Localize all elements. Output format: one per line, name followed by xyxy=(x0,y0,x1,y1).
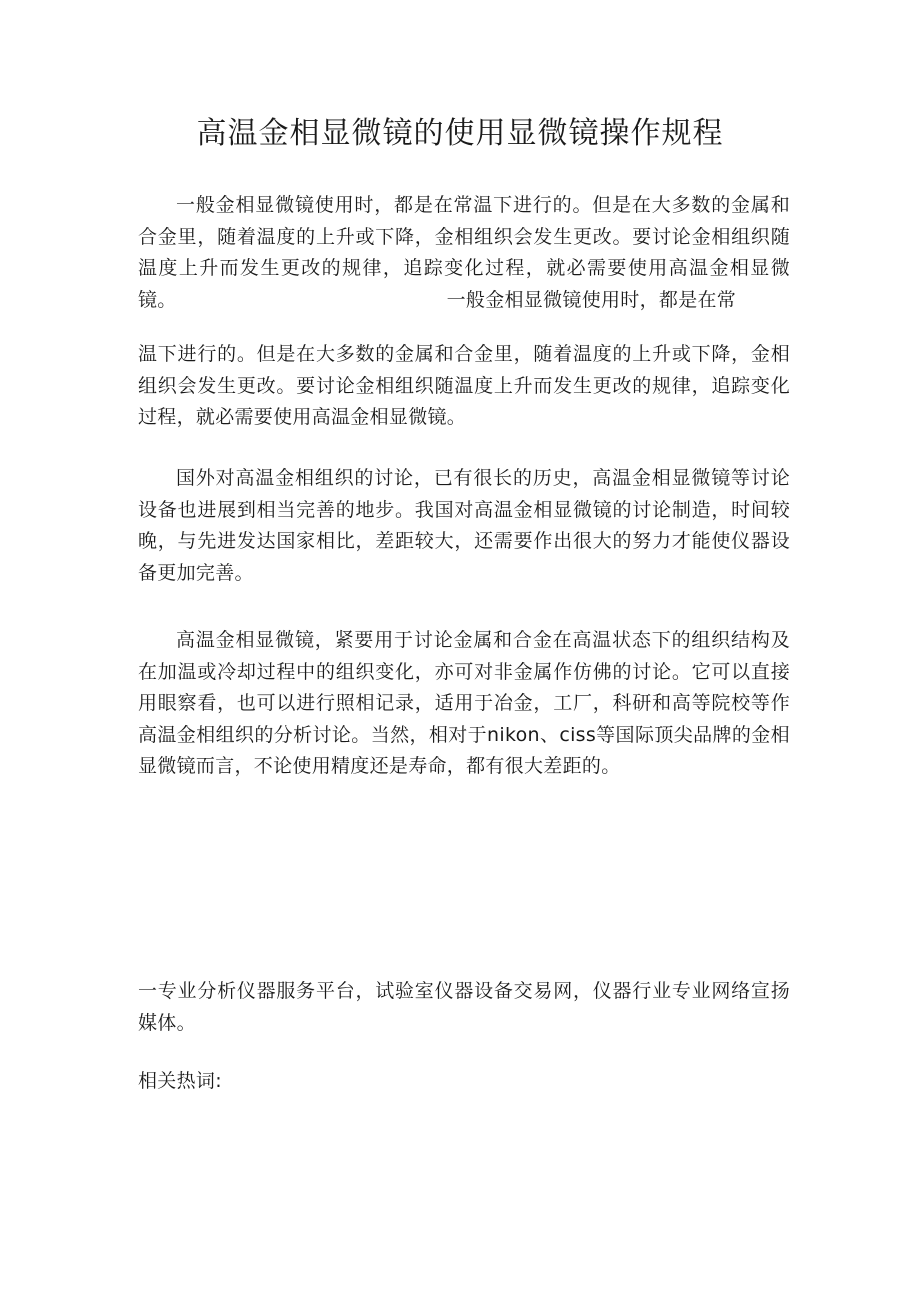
paragraph-intro-continued: 温下进行的。但是在大多数的金属和合金里，随着温度的上升或下降，金相组织会发生更改。要讨论金相组织随温度上升而发生更改的规律，追踪变化过程，就必需要使用高温金相显微镜。 xyxy=(138,343,790,428)
related-keywords-label: 相关热词: xyxy=(138,1070,222,1092)
paragraph-intro-text: 一般金相显微镜使用时，都是在常温下进行的。但是在大多数的金属和合金里，随着温度的上升或下降，金相组织会发生更改。要讨论金相组织随温度上升而发生更改的规律，追踪变化过程，就必需要使用高温金相显微镜。 xyxy=(138,194,790,311)
paragraph-intro xyxy=(138,190,790,316)
document-title: 高温金相显微镜的使用显微镜操作规程 xyxy=(196,116,724,151)
paragraph-intro-repeat: 一般金相显微镜使用时，都是在常 xyxy=(446,288,737,311)
paragraph-platform: 一专业分析仪器服务平台，试验室仪器设备交易网，仪器行业专业网络宣扬媒体。 xyxy=(138,980,790,1034)
paragraph-history: 国外对高温金相组织的讨论，已有很长的历史，高温金相显微镜等讨论设备也进展到相当完善的地步。我国对高温金相显微镜的讨论制造，时间较晚，与先进发达国家相比，差距较大，还需要作出很大的努力才能使仪器设备更加完善。 xyxy=(138,467,790,584)
paragraph-application: 高温金相显微镜，紧要用于讨论金属和合金在高温状态下的组织结构及在加温或冷却过程中的组织变化，亦可对非金属作仿佛的讨论。它可以直接用眼察看，也可以进行照相记录，适用于冶金，工厂，科研和高等院校等作高温金相组织的分析讨论。当然，相对于nikon、ciss等国际顶尖品牌的金相显微镜而言，不论使用精度还是寿命，都有很大差距的。 xyxy=(138,629,790,777)
